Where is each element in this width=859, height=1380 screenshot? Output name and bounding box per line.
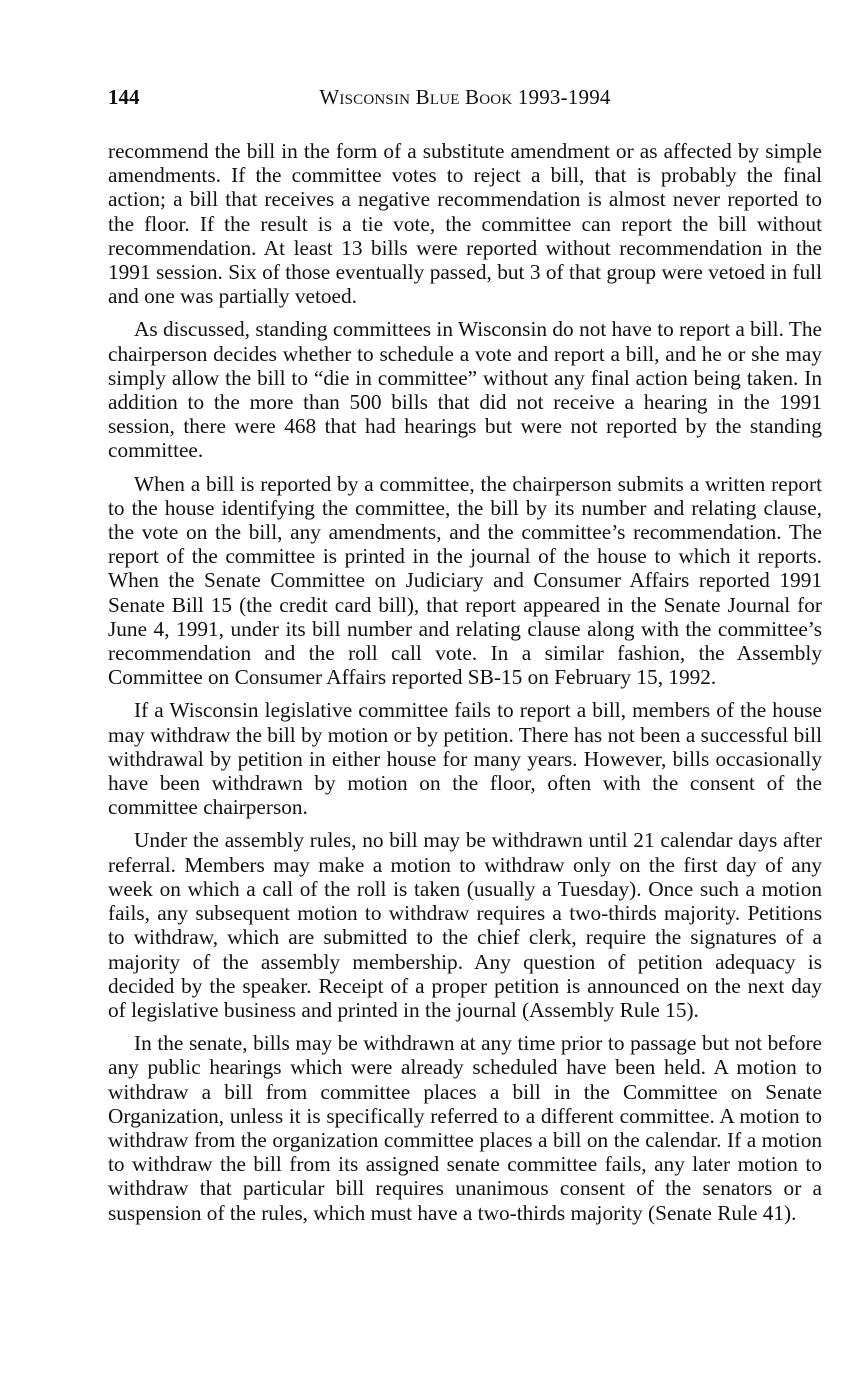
body-text — [108, 139, 822, 1234]
paragraph-committee-reporting: As discussed, standing committees in Wisconsin do not have to report a bill. The chairperson decides whether to schedule a vote and report a bill, and he or she may simply allow the bill to “die in committee” without any final action being taken. In addition to the more than 500 bills that did not receive a hearing in the 1991 session, there were 468 that had hearings but were not reported by the standing committee. — [108, 317, 822, 463]
paragraph-senate-rules: In the senate, bills may be withdrawn at any time prior to passage but not before any public hearings which were already scheduled have been held. A motion to withdraw a bill from committee places a bill in the Committee on Senate Organization, unless it is specifically referred to a different committee. A motion to withdraw from the organization committee places a bill on the calendar. If a motion to withdraw the bill from its assigned senate committee fails, any later motion to withdraw that particular bill requires unanimous consent of the senators or a suspension of the rules, which must have a two-thirds majority (Senate Rule 41). — [108, 1031, 822, 1225]
paragraph-written-report: When a bill is reported by a committee, the chairperson submits a written report to the house identifying the committee, the bill by its number and relating clause, the vote on the bill, any amendments, and the committee’s recommendation. The report of the committee is printed in the journal of the house to which it reports. When the Senate Committee on Judiciary and Consumer Affairs reported 1991 Senate Bill 15 (the credit card bill), that report appeared in the Senate Journal for June 4, 1991, under its bill number and relating clause along with the committee’s recommendation and the roll call vote. In a similar fashion, the Assembly Committee on Consumer Affairs reported SB-15 on February 15, 1992. — [108, 471, 822, 690]
page-number: 144 — [108, 85, 140, 109]
running-title: Wisconsin Blue Book 1993-1994 — [319, 85, 611, 109]
paragraph-assembly-rules: Under the assembly rules, no bill may be withdrawn until 21 calendar days after referral. Members may make a motion to withdraw only on the first day of any week on which a call of the roll is taken (usually a Tuesday). Once such a motion fails, any subsequent motion to withdraw requires a two-thirds majority. Petitions to withdraw, which are submitted to the chief clerk, require the signatures of a majority of the assembly membership. Any question of petition adequacy is decided by the speaker. Receipt of a proper petition is announced on the next day of legislative business and printed in the journal (Assembly Rule 15). — [108, 828, 822, 1022]
paragraph-withdrawal: If a Wisconsin legislative committee fails to report a bill, members of the house may withdraw the bill by motion or by petition. There has not been a successful bill withdrawal by petition in either house for many years. However, bills occasionally have been withdrawn by motion on the floor, often with the consent of the committee chairperson. — [108, 698, 822, 820]
page-header — [108, 84, 822, 112]
paragraph-continued: recommend the bill in the form of a substitute amendment or as affected by simple amendments. If the committee votes to reject a bill, that is probably the final action; a bill that receives a negative recommendation is almost never reported to the floor. If the result is a tie vote, the committee can report the bill without recommendation. At least 13 bills were reported without recommendation in the 1991 session. Six of those eventually passed, but 3 of that group were vetoed in full and one was partially vetoed. — [108, 139, 822, 309]
